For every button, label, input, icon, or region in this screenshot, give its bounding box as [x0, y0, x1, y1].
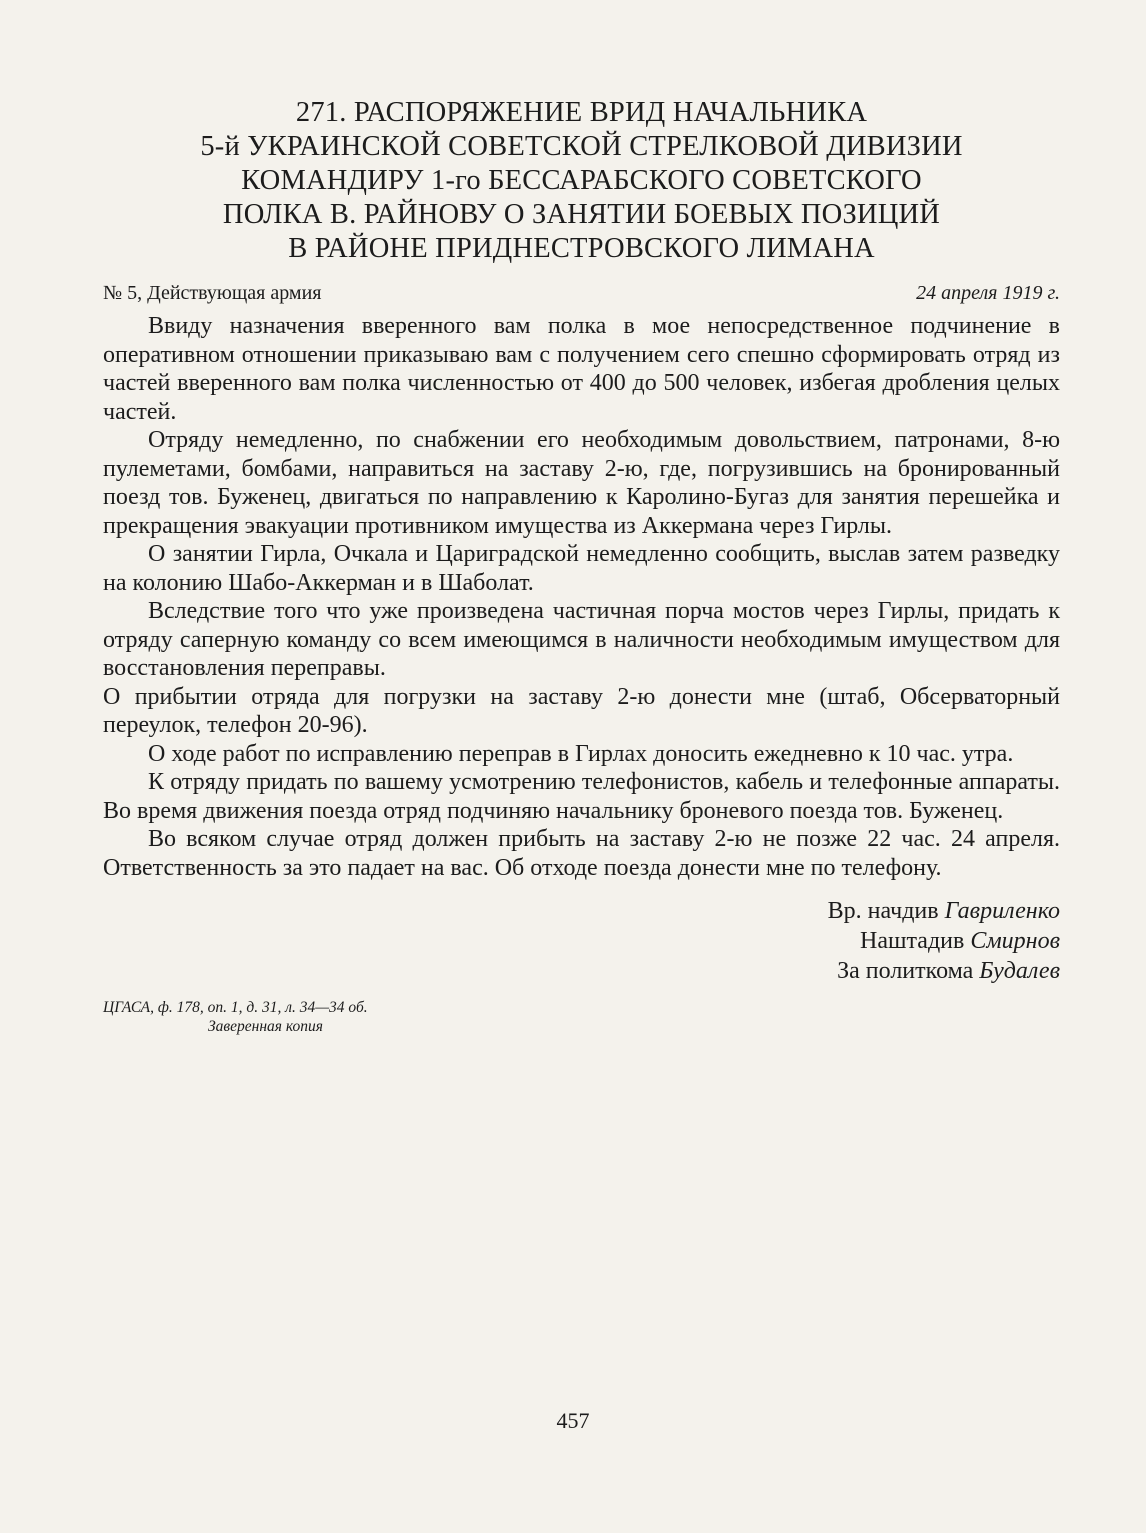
signature-name: Гавриленко — [944, 898, 1060, 924]
signature-name: Будалев — [979, 958, 1060, 984]
archive-source: ЦГАСА, ф. 178, оп. 1, д. 31, л. 34—34 об. — [103, 999, 368, 1016]
document-title — [103, 96, 1060, 266]
signature-role: За политкома — [837, 958, 974, 984]
title-line: ПОЛКА В. РАЙНОВУ О ЗАНЯТИИ БОЕВЫХ ПОЗИЦИЙ — [222, 199, 941, 230]
paragraph: О ходе работ по исправлению переправ в Гирлах доносить ежедневно к 10 час. утра. — [148, 740, 1014, 767]
paragraph: О занятии Гирла, Очкала и Цариградской немедленно сообщить, выслав затем разведку на колонию Шабо-Аккерман и в Шаболат. — [103, 541, 1060, 596]
signature-role: Наштадив — [860, 928, 965, 954]
title-line: КОМАНДИРУ 1-го БЕССАРАБСКОГО СОВЕТСКОГО — [241, 165, 922, 196]
archive-reference — [103, 998, 1060, 1036]
signature-line — [103, 956, 1060, 986]
page-number: 457 — [556, 1408, 590, 1433]
paragraph: К отряду придать по вашему усмотрению телефонистов, кабель и телефонные аппараты. Во время движения поезда отряд подчиняю начальнику броневого поезда тов. Буженец. — [103, 769, 1060, 824]
document-number: № 5, Действующая армия — [103, 282, 322, 304]
signature-role: Вр. начдив — [827, 898, 939, 924]
title-line: В РАЙОНЕ ПРИДНЕСТРОВСКОГО ЛИМАНА — [288, 233, 875, 264]
paragraph: Отряду немедленно, по снабжении его необходимым довольствием, патронами, 8-ю пулеметами, бомбами, направиться на заставу 2-ю, где, погрузившись на бронированный поезд тов. Буженец, двигаться по направлению к Каролино-Бугаз для занятия перешейка и прекращения эвакуации противником имущества из Аккермана через Гирлы. — [103, 427, 1060, 539]
title-line: 5-й УКРАИНСКОЙ СОВЕТСКОЙ СТРЕЛКОВОЙ ДИВИЗИИ — [200, 131, 963, 162]
document-meta — [103, 280, 1060, 306]
signature-block — [103, 896, 1060, 986]
signature-name: Смирнов — [970, 928, 1060, 954]
title-line: 271. РАСПОРЯЖЕНИЕ ВРИД НАЧАЛЬНИКА — [295, 97, 868, 128]
archive-copy-note: Заверенная копия — [208, 1018, 323, 1035]
paragraph: Вследствие того что уже произведена частичная порча мостов через Гирлы, придать к отряду саперную команду со всем имеющимся в наличности необходимым имуществом для восстановления переправы. — [103, 598, 1060, 681]
document-page — [103, 96, 1060, 1036]
signature-line — [103, 926, 1060, 956]
paragraph: О прибытии отряда для погрузки на заставу 2-ю донести мне (штаб, Обсерваторный переулок, телефон 20-96). — [103, 683, 1060, 738]
signature-line — [103, 896, 1060, 926]
document-body — [103, 312, 1060, 882]
document-date: 24 апреля 1919 г. — [916, 282, 1060, 304]
paragraph: Во всяком случае отряд должен прибыть на заставу 2-ю не позже 22 час. 24 апреля. Ответственность за это падает на вас. Об отходе поезда донести мне по телефону. — [103, 826, 1060, 881]
paragraph: Ввиду назначения вверенного вам полка в мое непосредственное подчинение в оперативном отношении приказываю вам с получением сего спешно сформировать отряд из частей вверенного вам полка численностью от 400 до 500 человек, избегая дробления целых частей. — [103, 313, 1060, 425]
